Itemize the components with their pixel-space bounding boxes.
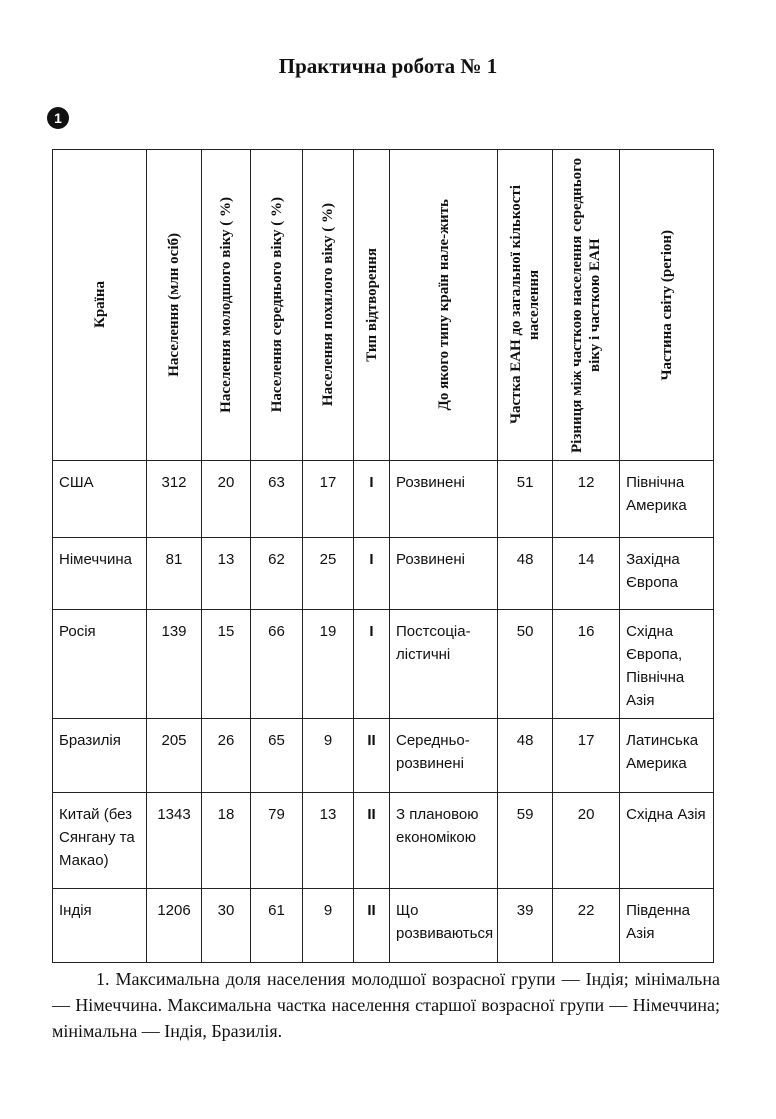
cell-middle: 65 [251, 719, 303, 793]
cell-old: 9 [303, 889, 354, 963]
header-region: Частина світу (регіон) [620, 150, 714, 461]
table-row [53, 719, 714, 793]
cell-old: 9 [303, 719, 354, 793]
cell-eap-share: 50 [498, 610, 553, 719]
page-title: Практична робота № 1 [278, 54, 498, 78]
cell-country: Бразилія [53, 719, 147, 793]
task-number-badge: 1 [47, 107, 69, 129]
header-young: Населення молодшого віку ( %) [202, 150, 251, 461]
header-country-type: До якого типу країн нале-жить [390, 150, 498, 461]
cell-reproduction-type: I [354, 610, 390, 719]
cell-difference: 16 [553, 610, 620, 719]
cell-young: 26 [202, 719, 251, 793]
cell-country: США [53, 461, 147, 538]
cell-region: Східна Європа, Північна Азія [620, 610, 714, 719]
cell-middle: 63 [251, 461, 303, 538]
cell-population: 139 [147, 610, 202, 719]
header-reproduction-type: Тип відтворення [354, 150, 390, 461]
cell-country-type: Середньо-розвинені [390, 719, 498, 793]
cell-region: Північна Америка [620, 461, 714, 538]
cell-eap-share: 39 [498, 889, 553, 963]
cell-country: Німеччина [53, 538, 147, 610]
cell-eap-share: 59 [498, 793, 553, 889]
cell-region: Східна Азія [620, 793, 714, 889]
table-row [53, 889, 714, 963]
cell-reproduction-type: I [354, 538, 390, 610]
cell-country-type: Розвинені [390, 538, 498, 610]
cell-region: Західна Європа [620, 538, 714, 610]
cell-country-type: Що розвиваються [390, 889, 498, 963]
cell-young: 13 [202, 538, 251, 610]
table-row [53, 610, 714, 719]
cell-young: 20 [202, 461, 251, 538]
cell-population: 1343 [147, 793, 202, 889]
table-row [53, 461, 714, 538]
cell-reproduction-type: II [354, 719, 390, 793]
cell-difference: 22 [553, 889, 620, 963]
cell-difference: 20 [553, 793, 620, 889]
cell-old: 17 [303, 461, 354, 538]
cell-region: Латинська Америка [620, 719, 714, 793]
cell-difference: 12 [553, 461, 620, 538]
cell-old: 19 [303, 610, 354, 719]
cell-young: 15 [202, 610, 251, 719]
cell-old: 13 [303, 793, 354, 889]
cell-country-type: Розвинені [390, 461, 498, 538]
header-difference: Різниця між часткою населення середнього віку і часткою ЕАН [553, 150, 620, 461]
cell-country: Китай (без Сянгану та Макао) [53, 793, 147, 889]
answer-text: 1. Максимальна доля населения молодшої возрасної групи — Індія; мінімальна — Німеччина. Максимальна частка населення старшої возрасної групи — Німеччина; мінімальна — Індія, Бразилія. [52, 969, 720, 1041]
cell-reproduction-type: I [354, 461, 390, 538]
cell-population: 1206 [147, 889, 202, 963]
cell-population: 312 [147, 461, 202, 538]
cell-reproduction-type: II [354, 889, 390, 963]
cell-middle: 61 [251, 889, 303, 963]
table-row [53, 538, 714, 610]
cell-region: Південна Азія [620, 889, 714, 963]
header-middle: Населення середнього віку ( %) [251, 150, 303, 461]
cell-country-type: Постсоціа-лістичні [390, 610, 498, 719]
cell-middle: 62 [251, 538, 303, 610]
header-population: Населення (млн осіб) [147, 150, 202, 461]
cell-young: 18 [202, 793, 251, 889]
cell-population: 81 [147, 538, 202, 610]
cell-old: 25 [303, 538, 354, 610]
cell-difference: 14 [553, 538, 620, 610]
cell-country: Росія [53, 610, 147, 719]
cell-eap-share: 48 [498, 538, 553, 610]
table-header-row [53, 150, 714, 461]
cell-young: 30 [202, 889, 251, 963]
cell-population: 205 [147, 719, 202, 793]
cell-reproduction-type: II [354, 793, 390, 889]
cell-middle: 66 [251, 610, 303, 719]
population-table [52, 149, 714, 963]
cell-middle: 79 [251, 793, 303, 889]
header-country: Країна [53, 150, 147, 461]
cell-country-type: З плановою економікою [390, 793, 498, 889]
header-old: Населення похилого віку ( %) [303, 150, 354, 461]
cell-eap-share: 48 [498, 719, 553, 793]
cell-country: Індія [53, 889, 147, 963]
cell-difference: 17 [553, 719, 620, 793]
header-eap-share: Частка ЕАН до загальної кількості населення [498, 150, 553, 461]
cell-eap-share: 51 [498, 461, 553, 538]
table-row [53, 793, 714, 889]
